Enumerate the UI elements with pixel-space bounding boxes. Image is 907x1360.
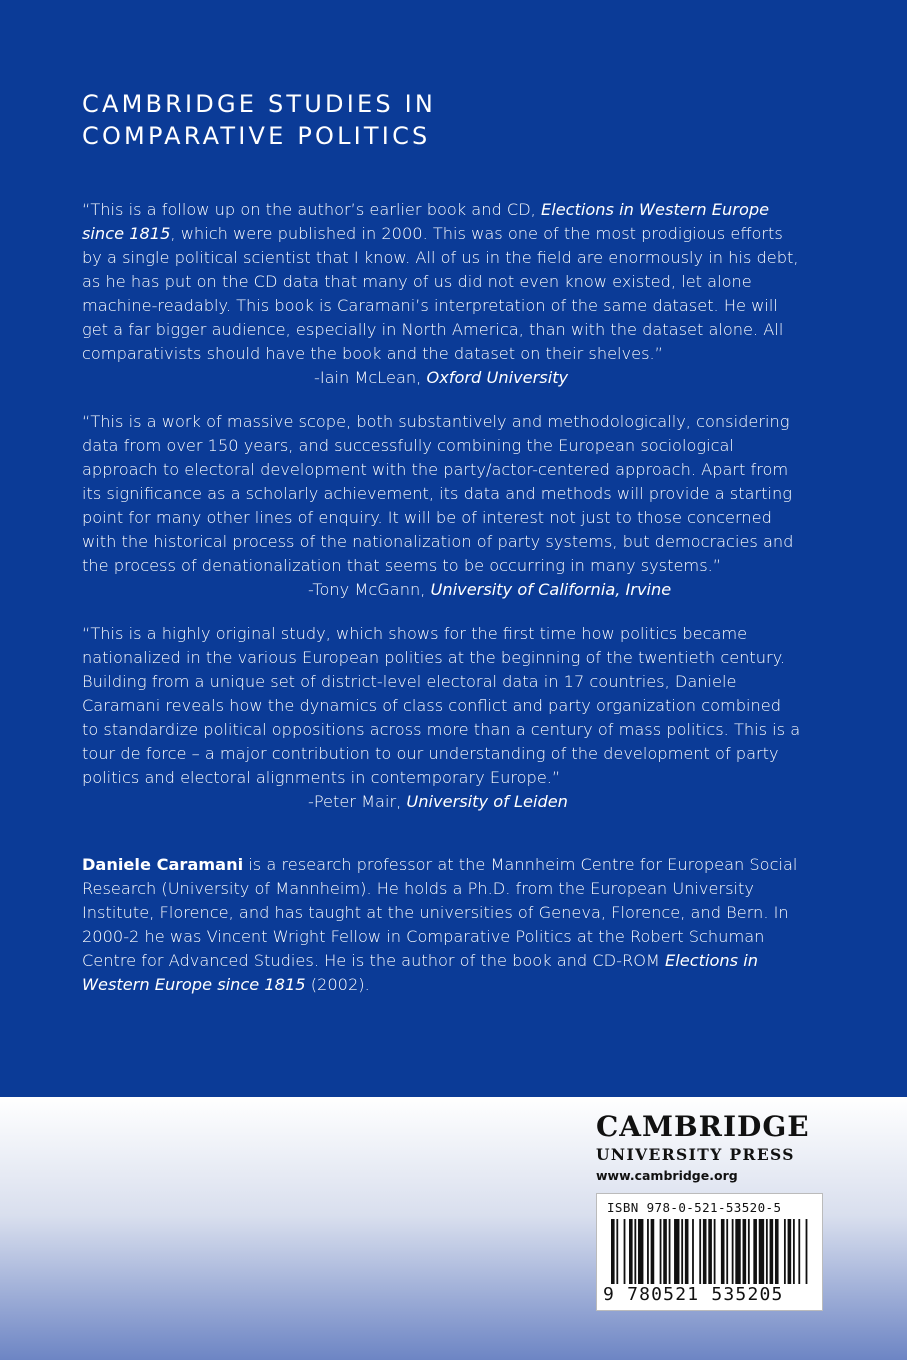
- endorsement-quote-1: [82, 198, 802, 390]
- bio-text: is a research professor at the Mannheim Centre for European Social Research (University of Mannheim). He holds a Ph.D. from the European University Institute, Florence, and has taught at the universities of Geneva, Florence, and Bern. In 2000-2 he was Vincent Wright Fellow in Comparative Politics at the Robert Schuman Centre for Advanced Studies. He is the author of the book and CD-ROM: [82, 855, 798, 970]
- publisher-name: CAMBRIDGE: [596, 1110, 810, 1143]
- quote-affiliation: Oxford University: [426, 368, 569, 387]
- isbn-text: ISBN 978-0-521-53520-5: [607, 1200, 782, 1215]
- author-bio: [82, 853, 802, 997]
- quote-author: -Iain McLean,: [314, 368, 427, 387]
- quote-affiliation: University of California, Irvine: [430, 580, 672, 599]
- endorsement-quote-3: [82, 622, 802, 814]
- quote-attribution: [82, 790, 802, 814]
- author-name: Daniele Caramani: [82, 855, 244, 874]
- quote-affiliation: University of Leiden: [406, 792, 568, 811]
- isbn-barcode: [596, 1193, 823, 1311]
- publisher-logo: [596, 1110, 826, 1186]
- quote-text: “This is a highly original study, which shows for the first time how politics became nationalized in the various European polities at the beginning of the twentieth century. Building from a unique set of district-level electoral data in 17 countries, Daniele Caramani reveals how the dynamics of class conflict and party organization combined to standardize political oppositions across more than a century of mass politics. This is a tour de force – a major contribution to our understanding of the development of party politics and electoral alignments in contemporary Europe.”: [82, 624, 801, 787]
- quote-text: “This is a follow up on the author’s earlier book and CD,: [82, 200, 541, 219]
- publisher-subname: UNIVERSITY PRESS: [596, 1145, 795, 1164]
- quote-text: , which were published in 2000. This was one of the most prodigious efforts by a single political scientist that I know. All of us in the field are enormously in his debt, as he has put on the CD data that many of us did not even know existed, let alone machine-readably. This book is Caramani’s interpretation of the same dataset. He will get a far bigger audience, especially in North America, than with the dataset alone. All comparativists should have the book and the dataset on their shelves.”: [82, 224, 799, 363]
- quote-book-title: Elections in Western Europe since 1815: [82, 200, 770, 243]
- barcode-bars-icon: [611, 1219, 811, 1284]
- endorsement-quote-2: [82, 410, 802, 602]
- quote-author: -Tony McGann,: [308, 580, 431, 599]
- series-title-line-2: COMPARATIVE POLITICS: [82, 122, 431, 150]
- publisher-url: www.cambridge.org: [596, 1168, 738, 1183]
- barcode-digits: 9 780521 535205: [603, 1284, 784, 1305]
- quote-attribution: [82, 366, 802, 390]
- bio-text: (2002).: [305, 975, 370, 994]
- quote-author: -Peter Mair,: [308, 792, 407, 811]
- series-title: [82, 88, 436, 152]
- bio-book-title: Elections in Western Europe since 1815: [82, 951, 758, 994]
- series-title-line-1: CAMBRIDGE STUDIES IN: [82, 90, 437, 118]
- quote-attribution: [82, 578, 802, 602]
- quote-text: “This is a work of massive scope, both substantively and methodologically, considering data from over 150 years, and successfully combining the European sociological approach to electoral development with the party/actor-centered approach. Apart from its significance as a scholarly achievement, its data and methods will provide a starting point for many other lines of enquiry. It will be of interest not just to those concerned with the historical process of the nationalization of party systems, but democracies and the process of denationalization that seems to be occurring in many systems.”: [82, 412, 794, 575]
